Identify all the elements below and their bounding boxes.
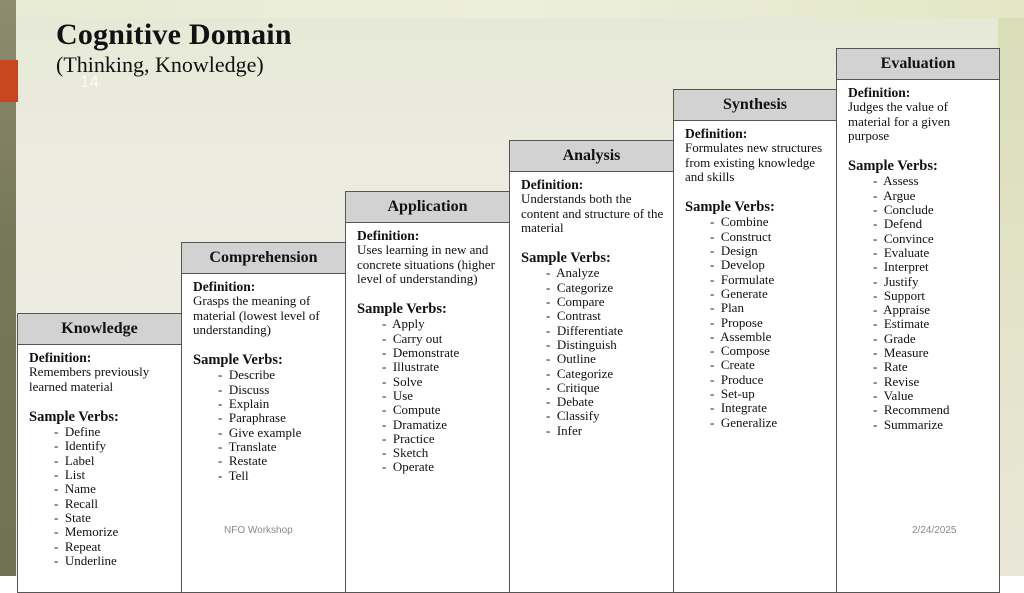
verb-item: - Repeat	[54, 540, 175, 554]
verb-item: - Compose	[710, 344, 830, 358]
verb-item: - Generate	[710, 287, 830, 301]
verb-item: - Outline	[546, 352, 667, 366]
sample-verbs-label: Sample Verbs:	[521, 250, 611, 267]
verb-item: - Recall	[54, 497, 175, 511]
verb-item: - Use	[382, 389, 503, 403]
verb-item: - Categorize	[546, 367, 667, 381]
verb-item: - Justify	[873, 275, 993, 289]
sample-verbs-label: Sample Verbs:	[848, 158, 938, 175]
slide-number: 14	[80, 72, 99, 91]
verb-item: - Restate	[218, 454, 339, 468]
definition-label: Definition:	[29, 350, 92, 365]
verb-item: - Underline	[54, 554, 175, 568]
verb-item: - Give example	[218, 426, 339, 440]
verb-item: - Operate	[382, 460, 503, 474]
column-knowledge	[17, 313, 182, 593]
verb-item: - Value	[873, 389, 993, 403]
verb-list	[29, 425, 175, 568]
verb-item: - Summarize	[873, 418, 993, 432]
definition-label: Definition:	[521, 177, 584, 192]
verb-item: - Argue	[873, 189, 993, 203]
verb-item: - Dramatize	[382, 418, 503, 432]
verb-list	[193, 368, 339, 482]
verb-item: - Develop	[710, 258, 830, 272]
verb-item: - Discuss	[218, 383, 339, 397]
verb-item: - Appraise	[873, 303, 993, 317]
definition-text: Grasps the meaning of material (lowest level of understanding)	[193, 293, 320, 337]
column-body	[837, 80, 999, 432]
verb-list	[685, 215, 830, 429]
column-body	[18, 345, 181, 568]
definition-label: Definition:	[848, 85, 911, 100]
column-header: Comprehension	[182, 243, 345, 274]
verb-item: - Define	[54, 425, 175, 439]
verb-item: - Estimate	[873, 317, 993, 331]
verb-item: - Construct	[710, 230, 830, 244]
verb-item: - Practice	[382, 432, 503, 446]
verb-item: - Describe	[218, 368, 339, 382]
verb-item: - Analyze	[546, 266, 667, 280]
sample-verbs-label: Sample Verbs:	[29, 408, 119, 425]
verb-item: - Name	[54, 482, 175, 496]
verb-item: - Formulate	[710, 273, 830, 287]
footer-date: 2/24/2025	[912, 525, 957, 536]
verb-item: - List	[54, 468, 175, 482]
column-body	[182, 274, 345, 483]
verb-item: - Explain	[218, 397, 339, 411]
column-header: Application	[346, 192, 509, 223]
verb-item: - Compare	[546, 295, 667, 309]
verb-item: - Classify	[546, 409, 667, 423]
verb-item: - Assess	[873, 174, 993, 188]
verb-item: - Assemble	[710, 330, 830, 344]
verb-item: - Label	[54, 454, 175, 468]
accent-block	[0, 60, 18, 102]
column-application	[345, 191, 510, 593]
verb-item: - Interpret	[873, 260, 993, 274]
definition-label: Definition:	[685, 126, 748, 141]
slide-title: Cognitive Domain	[56, 18, 292, 51]
verb-item: - Create	[710, 358, 830, 372]
definition-label: Definition:	[357, 228, 420, 243]
verb-item: - Defend	[873, 217, 993, 231]
definition-text: Judges the value of material for a given purpose	[848, 99, 951, 143]
verb-item: - Set-up	[710, 387, 830, 401]
verb-item: - Translate	[218, 440, 339, 454]
verb-item: - Combine	[710, 215, 830, 229]
verb-item: - Measure	[873, 346, 993, 360]
column-header: Evaluation	[837, 49, 999, 80]
verb-item: - Produce	[710, 373, 830, 387]
verb-list	[357, 317, 503, 474]
column-header: Knowledge	[18, 314, 181, 345]
definition-text: Uses learning in new and concrete situations (higher level of understanding)	[357, 242, 495, 286]
verb-item: - Rate	[873, 360, 993, 374]
sample-verbs-label: Sample Verbs:	[193, 352, 283, 369]
verb-item: - Compute	[382, 403, 503, 417]
definition-text: Understands both the content and structure of the material	[521, 191, 664, 235]
verb-item: - State	[54, 511, 175, 525]
column-synthesis	[673, 89, 837, 593]
verb-item: - Grade	[873, 332, 993, 346]
verb-list	[848, 174, 993, 431]
verb-item: - Integrate	[710, 401, 830, 415]
verb-item: - Illustrate	[382, 360, 503, 374]
verb-item: - Conclude	[873, 203, 993, 217]
verb-item: - Support	[873, 289, 993, 303]
verb-item: - Infer	[546, 424, 667, 438]
verb-item: - Solve	[382, 375, 503, 389]
verb-item: - Revise	[873, 375, 993, 389]
column-header: Synthesis	[674, 90, 836, 121]
verb-item: - Convince	[873, 232, 993, 246]
column-comprehension	[181, 242, 346, 593]
right-decorative-bar	[998, 18, 1024, 576]
verb-item: - Sketch	[382, 446, 503, 460]
verb-item: - Tell	[218, 469, 339, 483]
verb-item: - Distinguish	[546, 338, 667, 352]
definition-label: Definition:	[193, 279, 256, 294]
verb-item: - Identify	[54, 439, 175, 453]
verb-item: - Demonstrate	[382, 346, 503, 360]
definition-text: Formulates new structures from existing knowledge and skills	[685, 140, 823, 184]
sample-verbs-label: Sample Verbs:	[357, 301, 447, 318]
sample-verbs-label: Sample Verbs:	[685, 199, 775, 216]
verb-item: - Design	[710, 244, 830, 258]
verb-item: - Evaluate	[873, 246, 993, 260]
column-body	[674, 121, 836, 430]
verb-item: - Recommend	[873, 403, 993, 417]
slide-subtitle: (Thinking, Knowledge)	[56, 52, 264, 77]
verb-item: - Debate	[546, 395, 667, 409]
verb-item: - Contrast	[546, 309, 667, 323]
verb-item: - Paraphrase	[218, 411, 339, 425]
column-body	[510, 172, 673, 438]
column-evaluation	[836, 48, 1000, 593]
verb-item: - Memorize	[54, 525, 175, 539]
verb-item: - Categorize	[546, 281, 667, 295]
definition-text: Remembers previously learned material	[29, 364, 150, 394]
column-body	[346, 223, 509, 475]
verb-item: - Critique	[546, 381, 667, 395]
footer-organization: NFO Workshop	[224, 525, 293, 536]
verb-item: - Apply	[382, 317, 503, 331]
verb-item: - Propose	[710, 316, 830, 330]
verb-list	[521, 266, 667, 438]
column-analysis	[509, 140, 674, 593]
verb-item: - Differentiate	[546, 324, 667, 338]
verb-item: - Generalize	[710, 416, 830, 430]
top-decorative-strip	[16, 0, 1024, 18]
verb-item: - Plan	[710, 301, 830, 315]
verb-item: - Carry out	[382, 332, 503, 346]
column-header: Analysis	[510, 141, 673, 172]
